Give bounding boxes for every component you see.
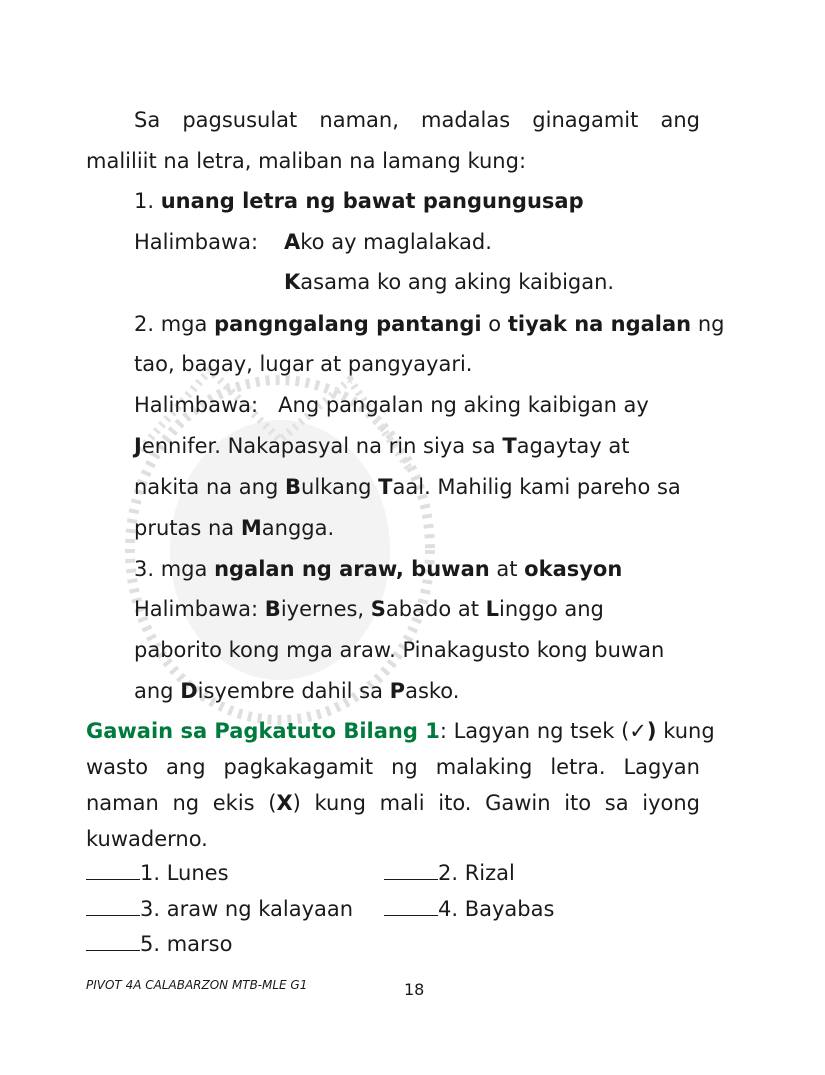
example-2-line-3: nakita na ang Bulkang Taal. Mahilig kami pareho sa <box>134 475 681 499</box>
answer-blank-4[interactable] <box>384 897 438 916</box>
answer-blank-5[interactable] <box>86 932 140 951</box>
activity-line-3: naman ng ekis (X) kung mali ito. Gawin ito sa iyong <box>86 791 700 815</box>
intro-line-2: maliliit na letra, maliban na lamang kung: <box>86 149 527 173</box>
activity-line-4: kuwaderno. <box>86 827 208 851</box>
example-3-line-1: Halimbawa: Biyernes, Sabado at Linggo ang <box>134 597 604 621</box>
page-number: 18 <box>404 980 425 999</box>
answer-blank-2[interactable] <box>384 861 438 880</box>
example-3-line-2: paborito kong mga araw. Pinakagusto kong buwan <box>134 638 665 662</box>
example-2-line-4: prutas na Mangga. <box>134 516 335 540</box>
answer-item-3: 3. araw ng kalayaan <box>86 895 353 923</box>
answer-item-4: 4. Bayabas <box>384 895 554 923</box>
rule-3: 3. mga ngalan ng araw, buwan at okasyon <box>134 557 623 581</box>
example-2-line-1: Halimbawa: Ang pangalan ng aking kaibigan ay <box>134 393 649 417</box>
answer-item-5: 5. marso <box>86 930 232 958</box>
activity-line-1: Gawain sa Pagkatuto Bilang 1: Lagyan ng tsek (✓) kung <box>86 719 715 743</box>
example-1-sentence-2: Kasama ko ang aking kaibigan. <box>284 270 615 294</box>
answer-item-1: 1. Lunes <box>86 859 229 887</box>
example-3-line-3: ang Disyembre dahil sa Pasko. <box>134 679 460 703</box>
answer-blank-1[interactable] <box>86 861 140 880</box>
intro-line-1: Sa pagsusulat naman, madalas ginagamit ang <box>134 108 700 132</box>
rule-2-line-2: tao, bagay, lugar at pangyayari. <box>134 352 473 376</box>
answer-item-2: 2. Rizal <box>384 859 515 887</box>
example-1-sentence-1: Ako ay maglalakad. <box>284 230 492 254</box>
activity-title: Gawain sa Pagkatuto Bilang 1 <box>86 719 440 743</box>
example-2-line-2: Jennifer. Nakapasyal na rin siya sa Tagaytay at <box>134 434 630 458</box>
footer-source: PIVOT 4A CALABARZON MTB-MLE G1 <box>86 978 308 992</box>
rule-1: 1. unang letra ng bawat pangungusap <box>134 189 584 213</box>
example-1-line-1: Halimbawa: <box>134 230 259 254</box>
activity-line-2: wasto ang pagkakagamit ng malaking letra. Lagyan <box>86 755 700 779</box>
answer-blank-3[interactable] <box>86 897 140 916</box>
rule-2: 2. mga pangngalang pantangi o tiyak na ngalan ng <box>134 312 725 336</box>
